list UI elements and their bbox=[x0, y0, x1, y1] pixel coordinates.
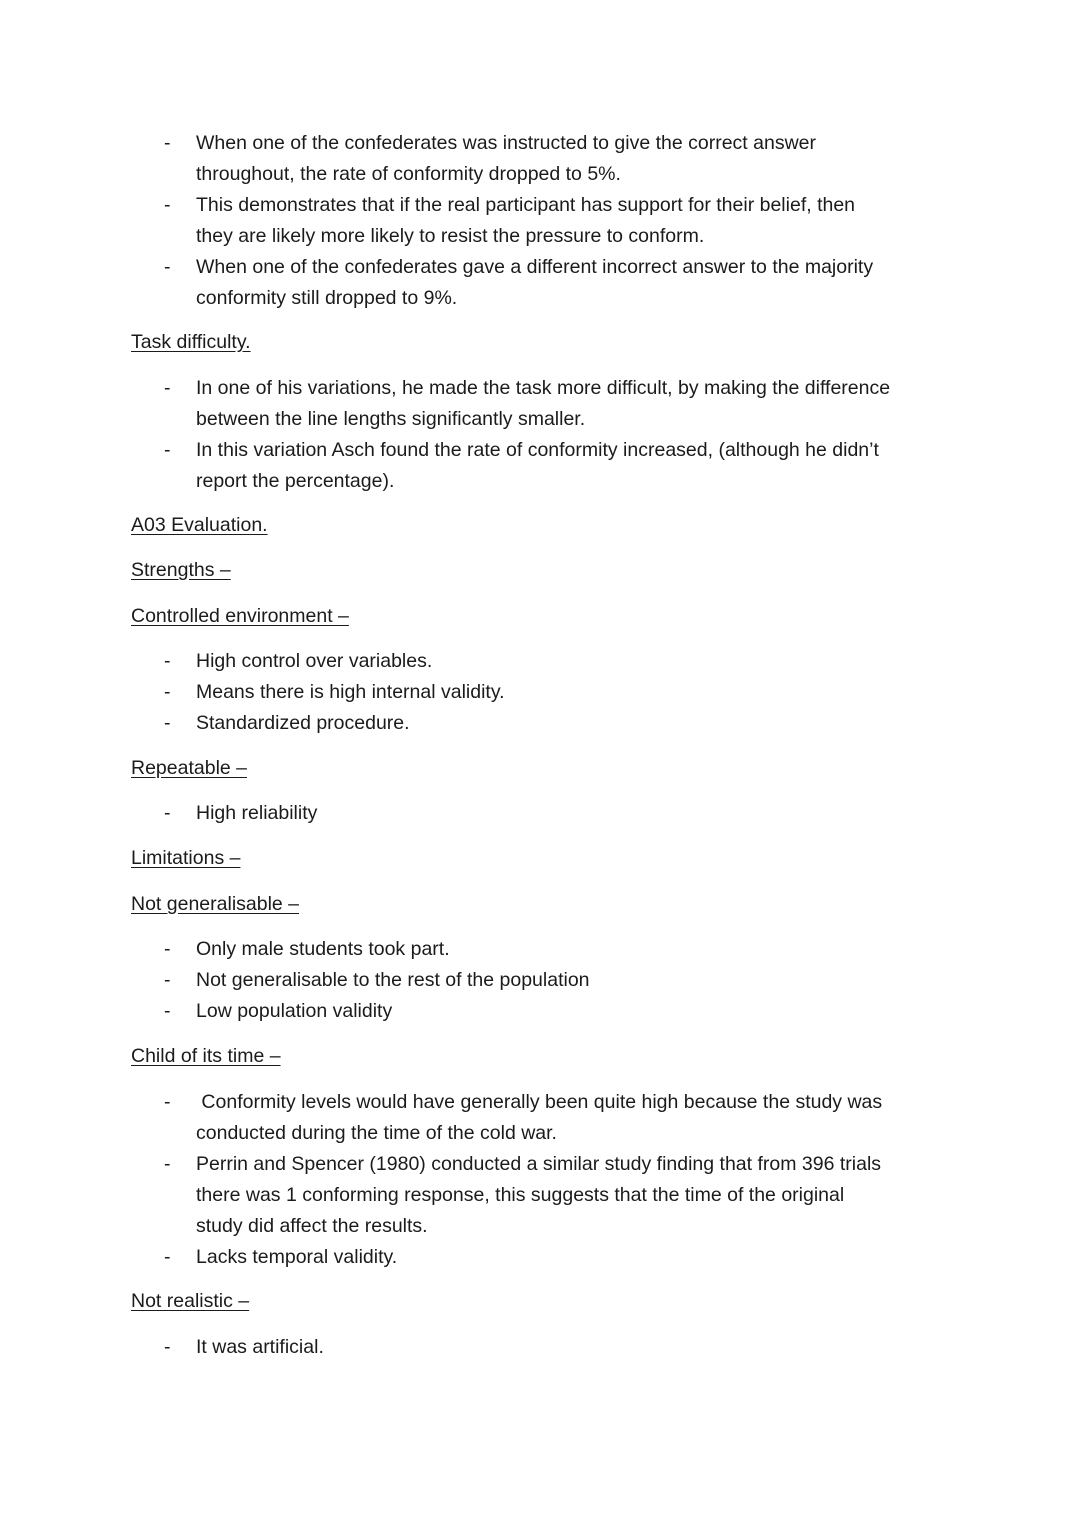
bullet-dash: - bbox=[164, 1336, 171, 1358]
list-item bbox=[0, 934, 1080, 965]
not-realistic-heading: Not realistic – bbox=[131, 1290, 250, 1312]
bullet-dash: - bbox=[164, 132, 171, 154]
list-item bbox=[0, 677, 1080, 708]
list-item-text: Low population validity bbox=[196, 1000, 393, 1022]
bullet-dash: - bbox=[164, 938, 171, 960]
list-item-text: Not generalisable to the rest of the population bbox=[196, 969, 590, 991]
bullet-dash: - bbox=[164, 439, 171, 461]
list-item bbox=[0, 1087, 1080, 1149]
repeatable-heading: Repeatable – bbox=[131, 757, 248, 779]
bullet-dash: - bbox=[164, 1153, 171, 1175]
list-item-text: Means there is high internal validity. bbox=[196, 681, 505, 703]
task-difficulty-heading: Task difficulty. bbox=[131, 331, 251, 353]
list-item-text: Only male students took part. bbox=[196, 938, 450, 960]
bullet-dash: - bbox=[164, 969, 171, 991]
not-realistic-list bbox=[0, 1332, 1080, 1363]
list-item bbox=[0, 1242, 1080, 1273]
list-item bbox=[0, 646, 1080, 677]
bullet-dash: - bbox=[164, 1000, 171, 1022]
child-of-its-time-heading: Child of its time – bbox=[131, 1045, 281, 1067]
list-item bbox=[0, 190, 1080, 252]
limitations-heading: Limitations – bbox=[131, 847, 241, 869]
list-item-text: When one of the confederates was instructed to give the correct answer throughout, the rate of conformity dropped to 5%. bbox=[196, 132, 817, 185]
bullet-dash: - bbox=[164, 1246, 171, 1268]
bullet-dash: - bbox=[164, 1091, 171, 1113]
list-item-text: Perrin and Spencer (1980) conducted a similar study finding that from 396 trials there was 1 conforming response, this suggests that the time of the original study did affect the results. bbox=[196, 1153, 882, 1237]
list-item-text: High control over variables. bbox=[196, 650, 433, 672]
list-item bbox=[0, 128, 1080, 190]
bullet-dash: - bbox=[164, 377, 171, 399]
list-item bbox=[0, 1332, 1080, 1363]
list-item bbox=[0, 435, 1080, 497]
not-generalisable-list bbox=[0, 934, 1080, 1027]
bullet-dash: - bbox=[164, 681, 171, 703]
bullet-dash: - bbox=[164, 712, 171, 734]
bullet-dash: - bbox=[164, 802, 171, 824]
list-item-text: High reliability bbox=[196, 802, 318, 824]
list-item bbox=[0, 708, 1080, 739]
list-item-text: It was artificial. bbox=[196, 1336, 324, 1358]
list-item-text: In this variation Asch found the rate of conformity increased, (although he didn’t report the percentage). bbox=[196, 439, 879, 492]
list-item bbox=[0, 373, 1080, 435]
list-item bbox=[0, 252, 1080, 314]
list-item-text: Conformity levels would have generally been quite high because the study was conducted during the time of the cold war. bbox=[196, 1091, 883, 1144]
bullet-dash: - bbox=[164, 650, 171, 672]
list-item-text: When one of the confederates gave a different incorrect answer to the majority conformity still dropped to 9%. bbox=[196, 256, 874, 309]
list-item-text: Lacks temporal validity. bbox=[196, 1246, 398, 1268]
task-difficulty-list bbox=[0, 373, 1080, 497]
list-item bbox=[0, 965, 1080, 996]
child-of-its-time-list bbox=[0, 1087, 1080, 1273]
controlled-environment-list bbox=[0, 646, 1080, 739]
not-generalisable-heading: Not generalisable – bbox=[131, 893, 300, 915]
evaluation-heading: A03 Evaluation. bbox=[131, 514, 268, 536]
repeatable-list bbox=[0, 798, 1080, 829]
list-item-text: This demonstrates that if the real participant has support for their belief, then they are likely more likely to resist the pressure to conform. bbox=[196, 194, 856, 247]
bullet-dash: - bbox=[164, 194, 171, 216]
list-item bbox=[0, 996, 1080, 1027]
list-item-text: Standardized procedure. bbox=[196, 712, 410, 734]
controlled-environment-heading: Controlled environment – bbox=[131, 605, 349, 627]
list-item bbox=[0, 798, 1080, 829]
strengths-heading: Strengths – bbox=[131, 559, 231, 581]
list-item-text: In one of his variations, he made the task more difficult, by making the difference between the line lengths significantly smaller. bbox=[196, 377, 891, 430]
bullet-dash: - bbox=[164, 256, 171, 278]
previous-section-list bbox=[0, 128, 1080, 314]
list-item bbox=[0, 1149, 1080, 1242]
